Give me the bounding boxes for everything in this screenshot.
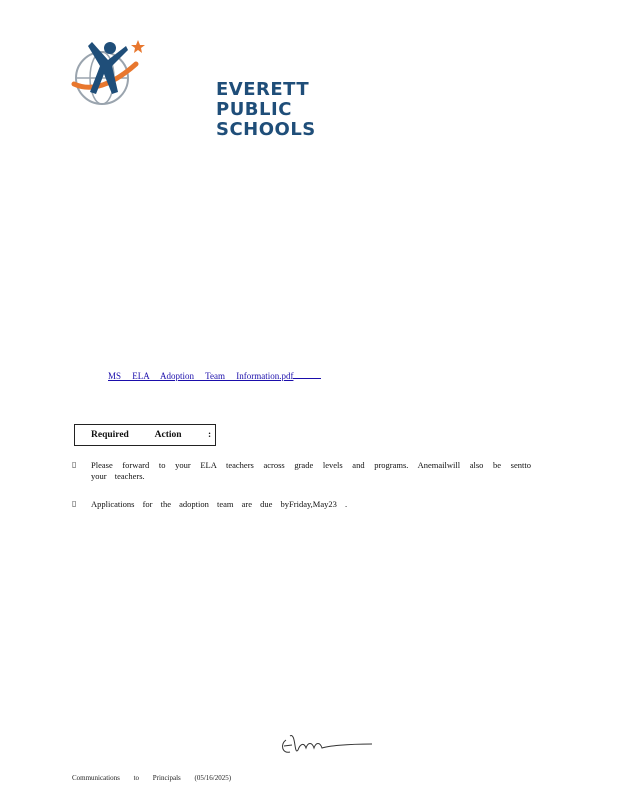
bullet-icon: ▯	[72, 499, 77, 508]
page-footer: Communications to Principals (05/16/2025)	[72, 774, 232, 782]
attachment-link[interactable]	[108, 369, 321, 381]
logo-line-2: PUBLIC	[216, 99, 292, 120]
bullet-text-2: Applications for the adoption team are due byFriday,May23 .	[91, 499, 348, 509]
required-action-box: Required Action :	[74, 424, 216, 446]
district-logo	[70, 34, 316, 140]
attachment-link-text[interactable]: MS ELA Adoption Team Information.pdf	[108, 371, 294, 381]
logo-line-1: EVERETT	[216, 79, 310, 100]
link-underline-tail	[293, 369, 321, 379]
bullet-icon: ▯	[72, 460, 77, 469]
logo-line-3: SCHOOLS	[216, 119, 316, 140]
signature-image	[276, 730, 376, 758]
logo-figure-icon	[70, 34, 150, 114]
logo-wordmark	[216, 80, 316, 140]
bullet-text-1: Please forward to your ELA teachers across grade levels and programs. Anemailwill also be sentto your teachers.	[91, 460, 531, 481]
